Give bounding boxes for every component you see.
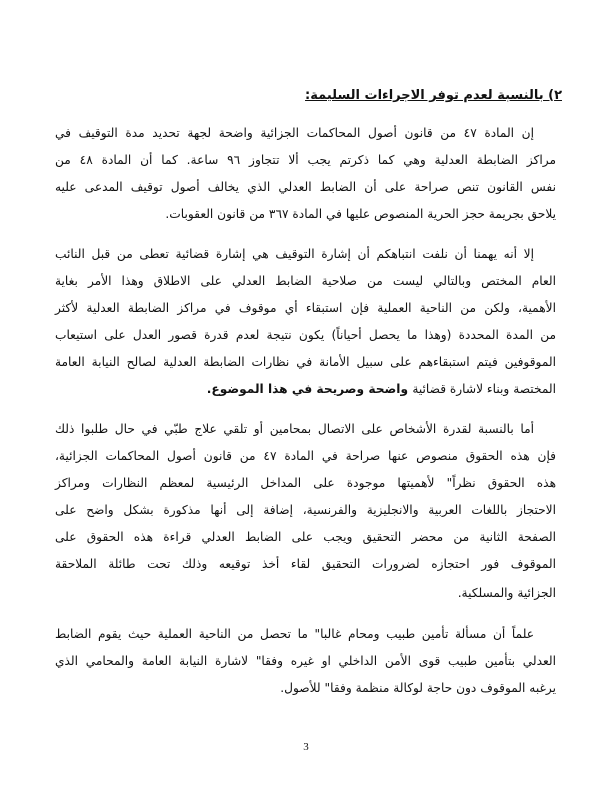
- paragraph-3-line-6: الموقوف فور احتجازه لضرورات التحقيق لقاء أخذ توقيعه وذلك تحت طائلة الملاحقة: [55, 557, 556, 571]
- paragraph-2-line-4: من المدة المحددة (وهذا ما يحصل أحياناً) يكون نتيجة لعدم قدرة قصور العدل على استيعاب: [55, 328, 556, 342]
- paragraph-2-line-2: العام المختص وبالتالي ليست من صلاحية الضابط العدلي على الاطلاق وهذا الأمر بغاية: [55, 274, 556, 288]
- paragraph-3-line-7: الجزائية والمسلكية.: [457, 586, 556, 600]
- paragraph-1-line-4: يلاحق بجريمة حجز الحرية المنصوص عليها في المادة ٣٦٧ من قانون العقوبات.: [165, 207, 556, 221]
- paragraph-3-line-4: الاحتجاز باللغات العربية والانجليزية والفرنسية، إضافة إلى أنها مذكورة بشكل واضح على: [55, 503, 556, 517]
- paragraph-4-line-2: العدلي بتأمين طبيب قوى الأمن الداخلي او غيره وفقا" لاشارة النيابة العامة والمحامي الذي: [55, 654, 556, 668]
- page-number: 3: [303, 741, 309, 753]
- paragraph-1-line-1: إن المادة ٤٧ من قانون أصول المحاكمات الجزائية واضحة لجهة تحديد مدة التوقيف في: [55, 126, 534, 140]
- paragraph-4-line-3: يرغبه الموقوف دون حاجة لوكالة منظمة وفقا" للأصول.: [280, 681, 556, 695]
- paragraph-2-line-1: إلا أنه يهمنا أن نلفت انتباهكم أن إشارة التوقيف هي إشارة قضائية تعطى من قبل النائب: [55, 247, 534, 261]
- paragraph-3-line-5: الصفحة الثانية من محضر التحقيق ويجب على الضابط العدلي قراءة هذه الحقوق على: [55, 530, 556, 544]
- paragraph-2-line-5: الموقوفين فيتم استبقاءهم على سبيل الأمانة في نظارات الضابطة العدلية لصالح النيابة العامة: [55, 355, 556, 369]
- paragraph-3-line-3: هذه الحقوق نظراً" لأهميتها موجودة على المداخل الرئيسية لمعظم النظارات ومراكز: [55, 476, 556, 490]
- paragraph-2-line-6-plain: المختصة وبناء لاشارة قضائية: [412, 382, 556, 396]
- paragraph-1-line-2: مراكز الضابطة العدلية وهي كما ذكرتم يجب ألا تتجاوز ٩٦ ساعة. كما أن المادة ٤٨ من: [55, 153, 557, 167]
- paragraph-2-line-3: الأهمية، ولكن من الناحية العملية فإن استبقاء أي موقوف في مراكز الضابطة العدلية لأكثر: [55, 301, 556, 315]
- section-heading: ٢) بالنسبة لعدم توفر الاجراءات السليمة:: [305, 88, 562, 103]
- paragraph-1-line-3: نفس القانون تنص صراحة على أن الضابط العدلي الذي يخالف أصول توقيف المدعى عليه: [55, 180, 556, 194]
- paragraph-3-line-1: أما بالنسبة لقدرة الأشخاص على الاتصال بمحامين أو تلقي علاج طبّي في حال طلبوا ذلك: [55, 422, 534, 436]
- paragraph-2-line-6-bold: واضحة وصريحة في هذا الموضوع.: [206, 382, 413, 396]
- paragraph-4-line-1: علماً أن مسألة تأمين طبيب ومحام غالبا" ما تحصل من الناحية العملية حيث يقوم الضابط: [55, 627, 534, 641]
- paragraph-3-line-2: فإن هذه الحقوق منصوص عنها صراحة في المادة ٤٧ من قانون أصول المحاكمات الجزائية،: [55, 449, 556, 463]
- paragraph-2-line-6: [200, 381, 556, 397]
